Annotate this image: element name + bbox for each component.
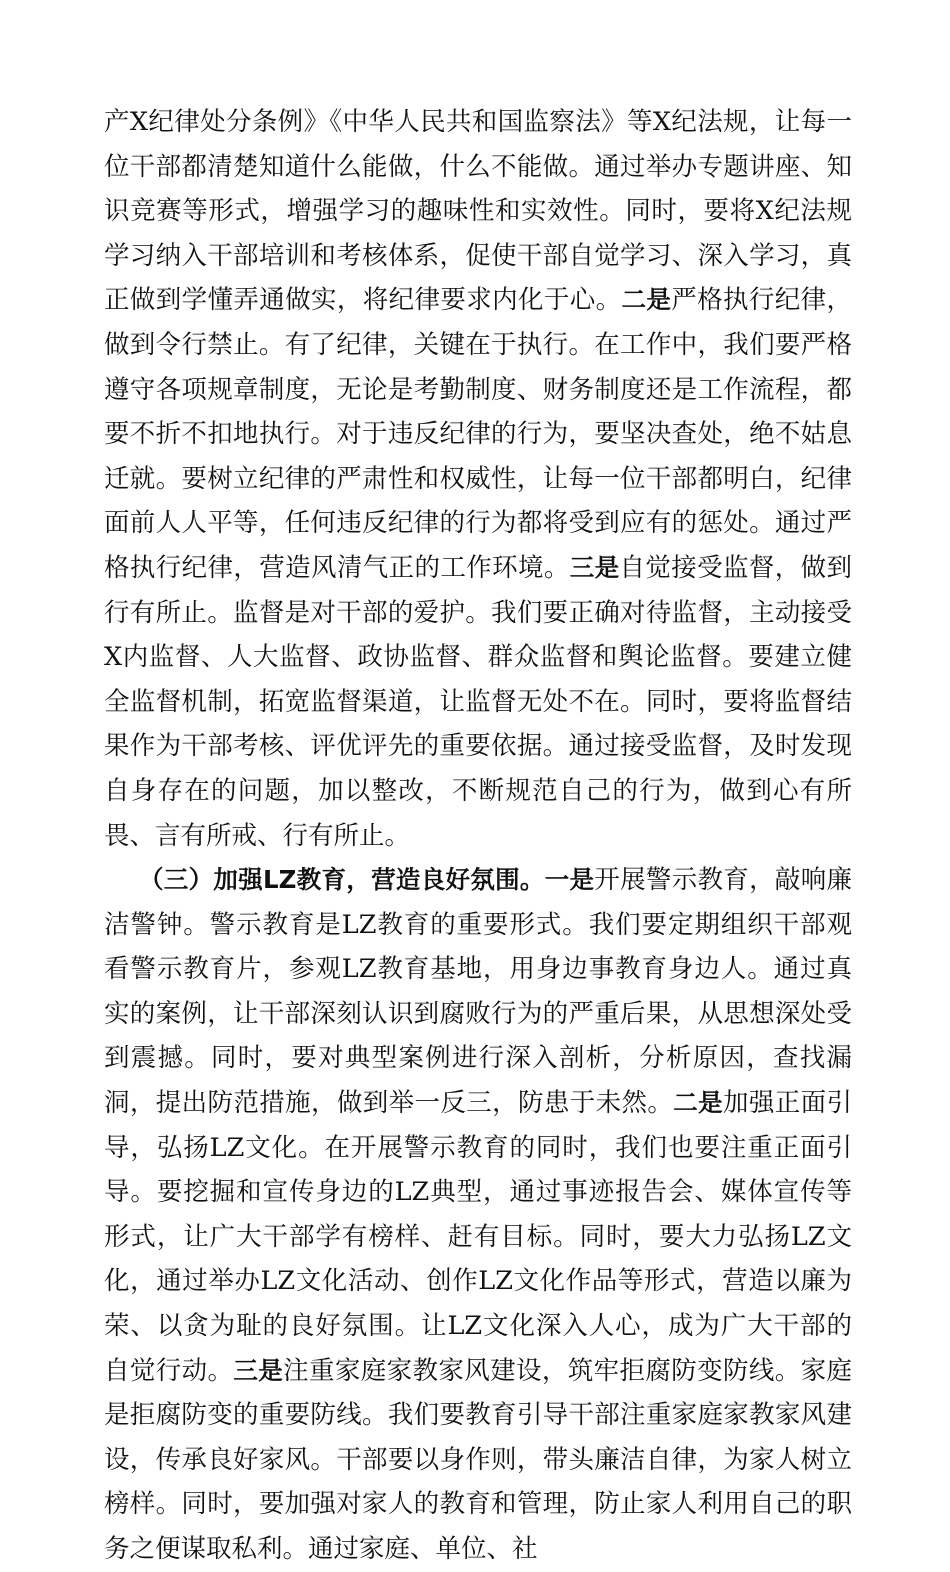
paragraph-education [104,858,852,1572]
paragraph1-text1: 产X纪律处分条例》《中华人民共和国监察法》等X纪法规，让每一位干部都清楚知道什么能做，什么不能做。通过举办专题讲座、知识竞赛等形式，增强学习的趣味性和实效性。同时，要将X纪法规学习纳入干部培训和考核体系，促使干部自觉学习、深入学习，真正做到学懂弄通做实，将纪律要求内化于心。 [104,107,852,316]
paragraph2-lead3: 三是 [233,1355,284,1385]
paragraph1-text3: 自觉接受监督，做到行有所止。监督是对干部的爱护。我们要正确对待监督，主动接受X内监督、人大监督、政协监督、群众监督和舆论监督。要建立健全监督机制，拓宽监督渠道，让监督无处不在。同时，要将监督结果作为干部考核、评优评先的重要依据。通过接受监督，及时发现自身存在的问题，加以整改，不断规范自己的行为，做到心有所畏、言有所戒、行有所止。 [104,552,852,851]
paragraph2-text2: 加强正面引导，弘扬LZ文化。在开展警示教育的同时，我们也要注重正面引导。要挖掘和宣传身边的LZ典型，通过事迹报告会、媒体宣传等形式，让广大干部学有榜样、赶有目标。同时，要大力弘扬LZ文化，通过举办LZ文化活动、创作LZ文化作品等形式，营造以廉为荣、以贪为耻的良好氛围。让LZ文化深入人心，成为广大干部的自觉行动。 [104,1088,852,1386]
paragraph1-lead3: 三是 [569,552,620,582]
paragraph2-text1: 开展警示教育，敲响廉洁警钟。警示教育是LZ教育的重要形式。我们要定期组织干部观看警示教育片，参观LZ教育基地，用身边事教育身边人。通过真实的案例，让干部深刻认识到腐败行为的严重后果，从思想深处受到震撼。同时，要对典型案例进行深入剖析，分析原因，查找漏洞，提出防范措施，做到举一反三，防患于未然。 [104,865,853,1119]
section-heading: （三）加强LZ教育，营造良好氛围。 [139,865,545,895]
document-body [104,100,852,1572]
paragraph2-lead1: 一是 [544,865,595,895]
paragraph-discipline [104,100,852,858]
paragraph1-lead2: 二是 [621,285,672,315]
paragraph2-text3: 注重家庭家教家风建设，筑牢拒腐防变防线。家庭是拒腐防变的重要防线。我们要教育引导干部注重家庭家教家风建设，传承良好家风。干部要以身作则，带头廉洁自律，为家人树立榜样。同时，要加强对家人的教育和管理，防止家人利用自己的职务之便谋取私利。通过家庭、单位、社 [104,1355,852,1564]
paragraph2-lead2: 二是 [673,1088,723,1118]
paragraph1-text2: 严格执行纪律，做到令行禁止。有了纪律，关键在于执行。在工作中，我们要严格遵守各项规章制度，无论是考勤制度、财务制度还是工作流程，都要不折不扣地执行。对于违反纪律的行为，要坚决查处，绝不姑息迁就。要树立纪律的严肃性和权威性，让每一位干部都明白，纪律面前人人平等，任何违反纪律的行为都将受到应有的惩处。通过严格执行纪律，营造风清气正的工作环境。 [104,285,852,583]
